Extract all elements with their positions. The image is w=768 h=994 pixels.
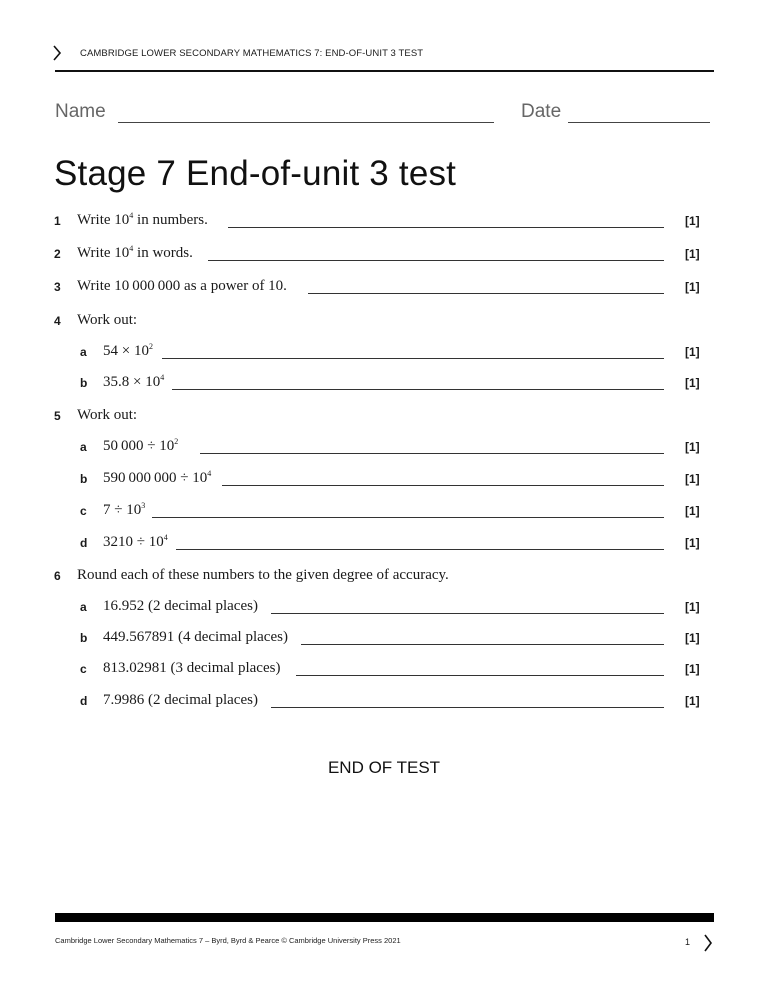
part-text: 50 $000 \div 10^2$ (103, 437, 179, 454)
answer-line[interactable] (296, 675, 664, 676)
answer-line[interactable] (308, 293, 664, 294)
question-2 (0, 246, 768, 266)
part-letter: a (80, 440, 87, 454)
question-4a (0, 344, 768, 364)
date-label: Date (521, 101, 562, 122)
part-text: 16.952 (2 decimal places) (103, 598, 258, 614)
question-6d (0, 693, 768, 713)
part-text: $54 \times 10^2$ (103, 342, 153, 359)
part-letter: b (80, 376, 88, 390)
question-number: 3 (54, 280, 61, 294)
question-5a (0, 439, 768, 459)
question-6 (0, 568, 768, 588)
answer-line[interactable] (152, 517, 664, 518)
answer-line[interactable] (162, 358, 664, 359)
question-number: 2 (54, 247, 61, 261)
question-1 (0, 213, 768, 233)
part-letter: a (80, 600, 87, 614)
question-text: Write $10^4$ in words. (77, 244, 193, 261)
marks-label: [1] (685, 536, 700, 550)
part-letter: b (80, 631, 88, 645)
part-text: 813.02981 (3 decimal places) (103, 660, 281, 676)
question-text: Work out: (77, 312, 138, 328)
question-6c (0, 661, 768, 681)
page-title: Stage 7 End-of-unit 3 test (54, 154, 457, 193)
header-title: CAMBRIDGE LOWER SECONDARY MATHEMATICS 7: END-OF-UNIT 3 TEST (80, 48, 424, 59)
chevron-right-icon (52, 45, 62, 61)
answer-line[interactable] (208, 260, 664, 261)
part-letter: b (80, 472, 88, 486)
marks-label: [1] (685, 376, 700, 390)
answer-line[interactable] (271, 707, 664, 708)
part-letter: d (80, 536, 88, 550)
question-text: Work out: (77, 407, 138, 423)
marks-label: [1] (685, 214, 700, 228)
date-field[interactable] (568, 122, 710, 123)
question-5c (0, 503, 768, 523)
part-text: $3210 \div 10^4$ (103, 533, 168, 550)
question-3 (0, 279, 768, 299)
name-label: Name (55, 101, 106, 122)
question-4 (0, 313, 768, 333)
question-number: 5 (54, 409, 61, 423)
question-number: 4 (54, 314, 61, 328)
marks-label: [1] (685, 631, 700, 645)
question-5b (0, 471, 768, 491)
part-letter: c (80, 504, 87, 518)
part-text: 590 000 $000 \div 10^4$ (103, 469, 212, 486)
footer-bar (55, 913, 714, 922)
question-6b (0, 630, 768, 650)
part-letter: a (80, 345, 87, 359)
answer-line[interactable] (222, 485, 664, 486)
end-of-test-label: END OF TEST (327, 758, 441, 777)
question-number: 6 (54, 569, 61, 583)
question-4b (0, 375, 768, 395)
answer-line[interactable] (172, 389, 664, 390)
answer-line[interactable] (271, 613, 664, 614)
answer-line[interactable] (200, 453, 664, 454)
marks-label: [1] (685, 440, 700, 454)
answer-line[interactable] (176, 549, 664, 550)
marks-label: [1] (685, 472, 700, 486)
header-divider (55, 70, 714, 72)
question-5 (0, 408, 768, 428)
question-text: Round each of these numbers to the given degree of accuracy. (77, 567, 449, 583)
footer-copyright: Cambridge Lower Secondary Mathematics 7 – Byrd, Byrd & Pearce © Cambridge University Press 2021 (55, 936, 401, 945)
question-number: 1 (54, 214, 61, 228)
part-text: $35.8 \times 10^4$ (103, 373, 165, 390)
answer-line[interactable] (228, 227, 664, 228)
part-text: $7 \div 10^3$ (103, 501, 146, 518)
marks-label: [1] (685, 694, 700, 708)
part-text: 7.9986 (2 decimal places) (103, 692, 258, 708)
chevron-right-icon[interactable] (703, 934, 713, 952)
marks-label: [1] (685, 247, 700, 261)
question-text: Write $10^4$ in numbers. (77, 211, 208, 228)
part-letter: c (80, 662, 87, 676)
marks-label: [1] (685, 280, 700, 294)
marks-label: [1] (685, 345, 700, 359)
marks-label: [1] (685, 504, 700, 518)
page-number: 1 (685, 937, 691, 947)
part-text: 449.567891 (4 decimal places) (103, 629, 288, 645)
question-text: Write 10 000 000 as a power of 10. (77, 278, 287, 294)
marks-label: [1] (685, 662, 700, 676)
answer-line[interactable] (301, 644, 664, 645)
question-5d (0, 535, 768, 555)
name-field[interactable] (118, 122, 494, 123)
marks-label: [1] (685, 600, 700, 614)
question-6a (0, 599, 768, 619)
part-letter: d (80, 694, 88, 708)
